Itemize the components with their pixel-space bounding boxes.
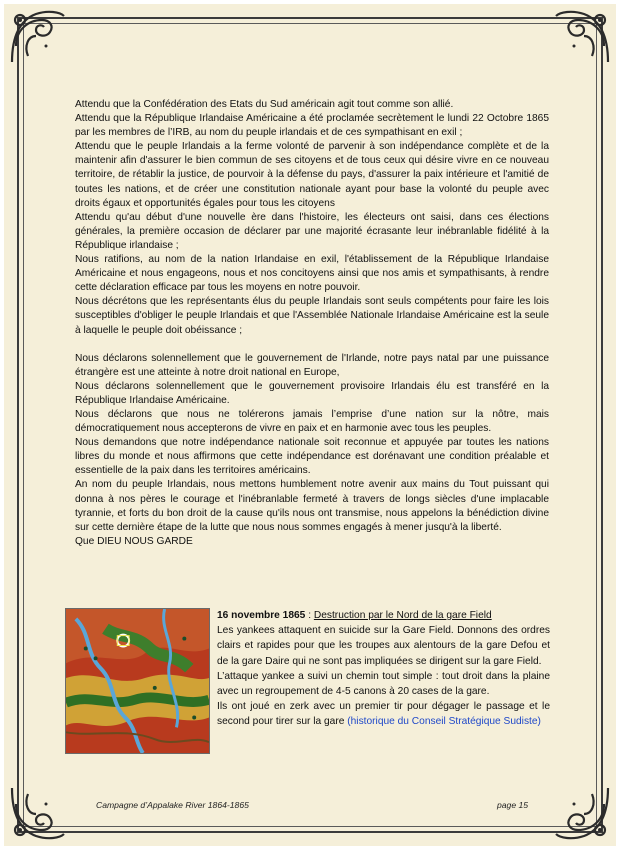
document-page <box>4 4 616 846</box>
report-date: 16 novembre 1865 <box>217 610 306 621</box>
declaration-paragraph: Nous déclarons solennellement que le gouvernement provisoire Irlandais élu est transféré en la République Irlandaise Américaine. <box>75 380 549 406</box>
corner-ornament-top-right-icon <box>552 6 614 68</box>
corner-ornament-top-left-icon <box>6 6 68 68</box>
declaration-paragraph: Nous demandons que notre indépendance nationale soit reconnue et appuyée par toutes les nations libres du monde et nous affirmons que cette indépendance est dorénavant une condition préalable et essentielle de la paix dans les territoires américains. <box>75 437 549 477</box>
declaration-paragraph: Attendu qu'au début d'une nouvelle ère dans l'histoire, les électeurs ont saisi, dans ces élections générales, la première occasion de déclarer par une majorité écrasante leur inébranlable fidélité à la République irlandaise ; <box>75 211 549 251</box>
corner-ornament-bottom-left-icon <box>6 782 68 844</box>
report-paragraph: Les yankees attaquent en suicide sur la Gare Field. Donnons des ordres clairs et rapides pour que les troupes aux alentours de la gare Defou et de la gare Daire qui ne sont pas impliquées se dirigent sur la gare Field. <box>217 625 550 667</box>
report-text <box>217 608 550 730</box>
report-paragraph <box>217 699 550 729</box>
report-paragraph-text: Ils ont joué en zerk avec un premier tir pour dégager le passage et le second pour tirer sur la gare <box>217 701 550 728</box>
declaration-paragraph: Attendu que le peuple Irlandais a la ferme volonté de parvenir à son indépendance complète et de la maintenir afin d'assurer le bien commun de ses citoyens et de tous ceux qui désire vivre en ce nouveau territoire, de rétablir la justice, de pourvoir à la défense du pays, d'assurer la paix intérieure et l'amitié de toutes les nations, et de créer une constitution nationale ayant pour base la volonté du peuple avec droits égaux et opportunités égales pour tous les citoyens <box>75 141 549 209</box>
report-title: Destruction par le Nord de la gare Field <box>313 610 492 621</box>
paragraph-spacer <box>75 338 549 352</box>
declaration-paragraph: Nous décrétons que les représentants élus du peuple Irlandais sont seuls compétents pour faire les lois susceptibles d'obliger le peuple Irlandais et que l'Assemblée Nationale Irlandaise Américaine est la seule à laquelle le peuple doit obéissance ; <box>75 296 549 336</box>
footer-campaign-title: Campagne d’Appalake River 1864-1865 <box>96 800 249 810</box>
declaration-paragraph: Attendu que la Confédération des Etats du Sud américain agit tout comme son allié. <box>75 99 454 110</box>
closing-line: Que DIEU NOUS GARDE <box>75 535 193 547</box>
battle-map-image <box>65 608 210 754</box>
declaration-text <box>75 98 549 549</box>
declaration-paragraph: Nous ratifions, au nom de la nation Irlandaise en exil, l'établissement de la République Irlandaise Américaine et nous engageons, nous et nos concitoyens ainsi que nos amis et sympathisants, à rendre cette déclaration efficace par tous les moyens en notre pouvoir. <box>75 254 549 294</box>
declaration-paragraph: An nom du peuple Irlandais, nous mettons humblement notre avenir aux mains du Tout puissant qui donna à nos pères le courage et l'inébranlable fermeté à travers de longs siècles d'une implacable tyrannie, et forts du bon droit de la cause qu'ils nous ont transmise, nous appelons la bénédiction divine sur cette dernière étape de la lutte que nous nous sommes engagés à mener jusqu'à la liberté. <box>75 479 549 533</box>
council-history-link[interactable]: (historique du Conseil Stratégique Sudiste) <box>347 716 541 728</box>
battle-report <box>62 608 552 758</box>
footer-page-number: page 15 <box>497 800 529 810</box>
report-heading <box>217 608 550 623</box>
declaration-paragraph: Nous déclarons que nous ne tolérerons jamais l’emprise d’une nation sur la nôtre, mais démocratiquement nous accepterons de vivre en paix et en harmonie avec tous les peuples. <box>75 408 549 435</box>
declaration-paragraph: Nous déclarons solennellement que le gouvernement de l'Irlande, notre pays natal par une puissance étrangère est une atteinte à notre droit national en Europe, <box>75 352 549 378</box>
declaration-paragraph: Attendu que la République Irlandaise Américaine a été proclamée secrètement le lundi 22 Octobre 1865 par les membres de l’IRB, au nom du peuple irlandais et de ces sympathisant en exil ; <box>75 113 549 139</box>
report-paragraph: L’attaque yankee a suivi un chemin tout simple : tout droit dans la plaine avec un regroupement de 4-5 canons à 20 cases de la gare. <box>217 670 550 698</box>
corner-ornament-bottom-right-icon <box>552 782 614 844</box>
heading-separator: : <box>305 610 314 621</box>
